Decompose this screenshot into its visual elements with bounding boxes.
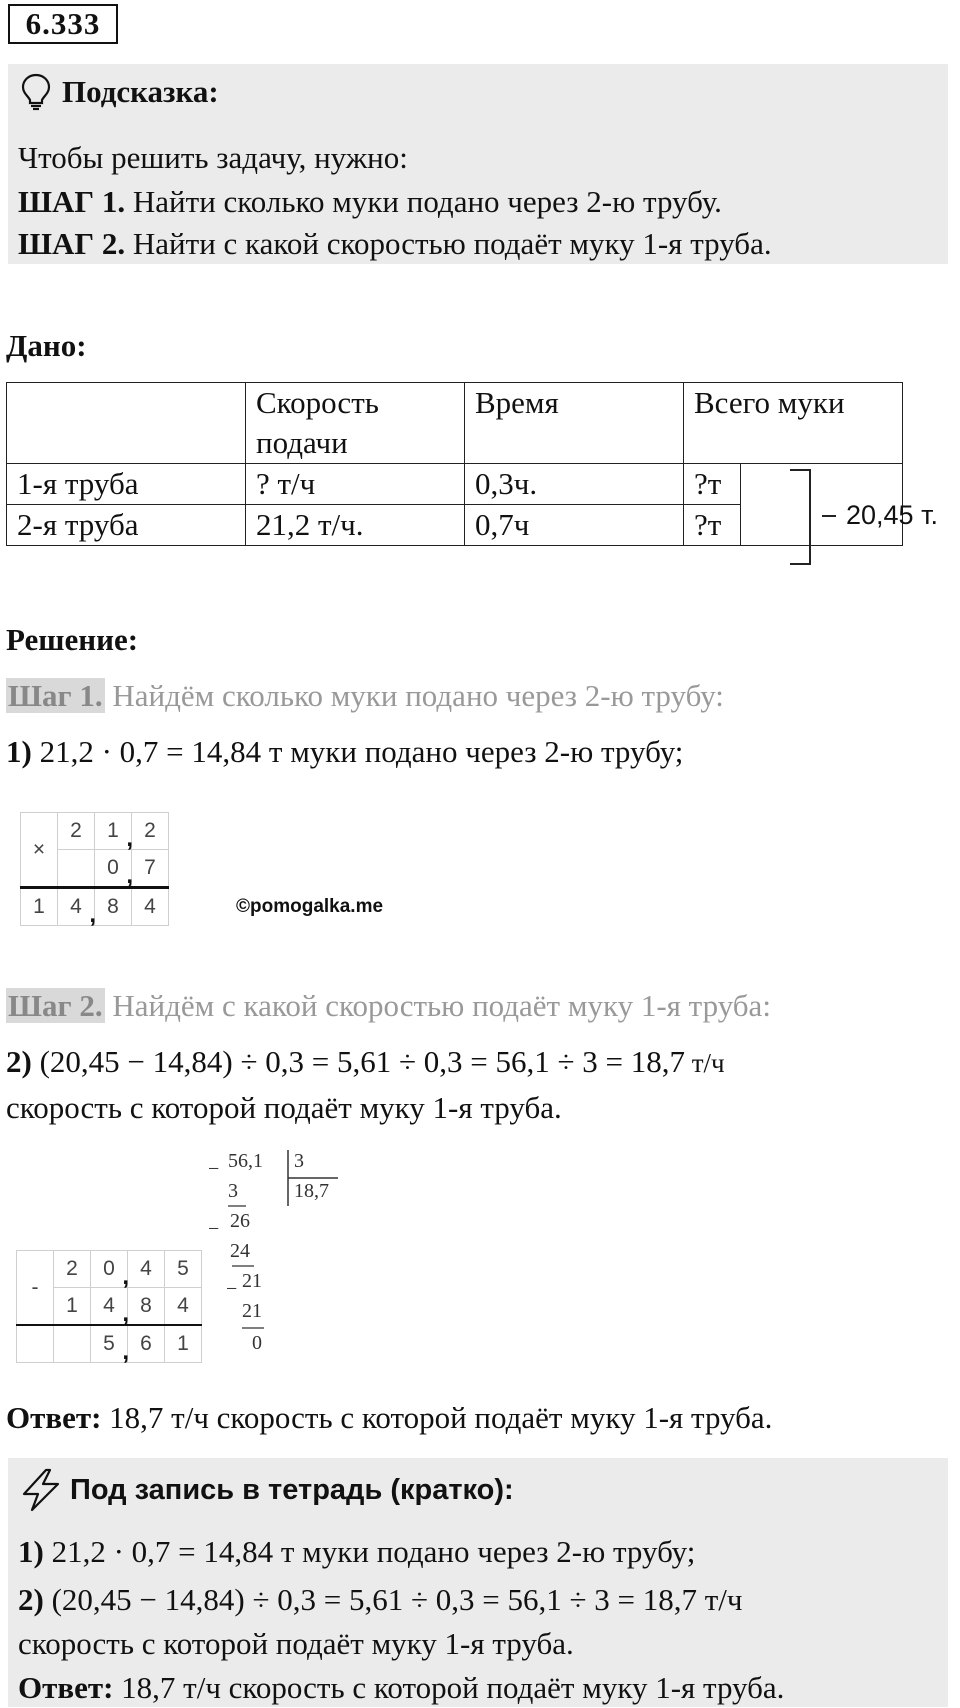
mult-digit: 2	[58, 813, 95, 850]
given-table	[6, 382, 903, 546]
step-1-tag: Шаг 1.	[8, 678, 103, 713]
sub-digit: 4 ,	[91, 1288, 128, 1326]
lightning-icon	[20, 1468, 62, 1512]
step-1-heading	[6, 676, 724, 716]
header-speed: Скорость подачи	[246, 383, 465, 464]
subtraction-grid	[16, 1250, 202, 1363]
watermark: ©pomogalka.me	[236, 896, 384, 917]
solution-label: Решение:	[6, 622, 139, 657]
calc-2	[6, 1042, 725, 1083]
sub-digit: 8	[128, 1288, 165, 1326]
total-flour: 20,45 т.	[846, 500, 938, 530]
hint-step-1-label: ШАГ 1.	[18, 184, 126, 219]
calc-2-unit: т/ч	[684, 1048, 725, 1078]
hint-step-1	[18, 182, 722, 222]
note-title: Под запись в тетрадь (кратко):	[70, 1474, 514, 1506]
sub-result: 5 ,	[91, 1325, 128, 1363]
calc-1-expr: 21,2 · 0,7 = 14,84	[31, 734, 262, 769]
note-line-1: 1) 21,2 · 0,7 = 14,84 т муки подано через 2-ю трубу;	[18, 1534, 696, 1569]
step-1-text: Найдём сколько муки подано через 2-ю трубу:	[104, 678, 724, 713]
note-answer: Ответ: 18,7 т/ч скорость с которой подаёт муку 1-я труба.	[18, 1670, 785, 1705]
div-quotient: 18,7	[294, 1180, 329, 1202]
lightbulb-icon	[20, 72, 52, 112]
hint-step-1-text: Найти сколько муки подано через 2-ю трубу.	[125, 184, 722, 219]
answer-text: 18,7 т/ч скорость с которой подаёт муку 1-я труба.	[101, 1400, 773, 1435]
sub-empty	[54, 1325, 91, 1363]
calc-1-num: 1)	[6, 734, 32, 769]
table-header-row	[7, 383, 903, 464]
answer	[6, 1398, 772, 1438]
div-line: 21	[242, 1270, 262, 1292]
calc-2-num: 2)	[6, 1044, 32, 1079]
sub-digit: 0 ,	[91, 1251, 128, 1288]
row1-total: ?т	[684, 464, 741, 505]
div-line: 24	[230, 1240, 250, 1262]
mult-digit: 2	[132, 813, 169, 850]
div-line: 26	[230, 1210, 250, 1232]
row2-name: 2-я труба	[7, 505, 246, 546]
sub-empty	[17, 1325, 54, 1363]
sub-digit: 1	[54, 1288, 91, 1326]
sub-sign: -	[17, 1251, 54, 1326]
row1-time: 0,3ч.	[465, 464, 684, 505]
sub-result: 1	[165, 1325, 202, 1363]
table-row	[7, 464, 903, 505]
row2-time: 0,7ч	[465, 505, 684, 546]
mult-digit: 1 ,	[95, 813, 132, 850]
calc-1-text: т муки подано через 2-ю трубу;	[261, 734, 684, 769]
header-total: Всего муки	[684, 383, 903, 464]
sub-digit: 5	[165, 1251, 202, 1288]
sub-digit: 4	[165, 1288, 202, 1326]
note-line-3: скорость с которой подаёт муку 1-я труба.	[18, 1626, 574, 1661]
div-dividend: 56,1	[228, 1150, 263, 1172]
step-2-text: Найдём с какой скоростью подаёт муку 1-я труба:	[104, 988, 771, 1023]
given-label: Дано:	[6, 328, 87, 363]
hint-title: Подсказка:	[62, 74, 219, 109]
div-divisor: 3	[294, 1150, 304, 1172]
row1-speed: ? т/ч	[246, 464, 465, 505]
calc-1	[6, 732, 683, 772]
long-division: − 56,1 3 18,7 3 − 26 24 − 21 21 0	[208, 1150, 329, 1354]
hint-step-2-label: ШАГ 2.	[18, 226, 126, 261]
sub-digit: 2	[54, 1251, 91, 1288]
calc-2-text: скорость с которой подаёт муку 1-я труба.	[6, 1090, 562, 1125]
step-2-heading	[6, 986, 771, 1026]
hint-intro: Чтобы решить задачу, нужно:	[18, 140, 408, 175]
problem-number: 6.333	[8, 4, 118, 44]
header-empty	[7, 383, 246, 464]
div-line: 3	[228, 1180, 238, 1202]
mult-digit: 7	[132, 850, 169, 888]
sub-digit: 4	[128, 1251, 165, 1288]
step-2-tag: Шаг 2.	[8, 988, 103, 1023]
mult-sign: ×	[21, 813, 58, 888]
mult-result: 8	[95, 888, 132, 926]
hint-step-2	[18, 224, 772, 264]
note-line-2: 2) (20,45 − 14,84) ÷ 0,3 = 5,61 ÷ 0,3 = 56,1 ÷ 3 = 18,7 т/ч	[18, 1582, 743, 1617]
row2-speed: 21,2 т/ч.	[246, 505, 465, 546]
div-line: 21	[242, 1300, 262, 1322]
mult-result: 1	[21, 888, 58, 926]
bracket	[788, 468, 838, 566]
sub-result: 6	[128, 1325, 165, 1363]
mult-result: 4	[132, 888, 169, 926]
div-line: 0	[252, 1332, 262, 1354]
hint-step-2-text: Найти с какой скоростью подаёт муку 1-я труба.	[125, 226, 772, 261]
mult-empty	[58, 850, 95, 888]
row2-total: ?т	[684, 505, 741, 546]
header-time: Время	[465, 383, 684, 464]
mult-digit: 0 ,	[95, 850, 132, 888]
answer-label: Ответ:	[6, 1400, 102, 1435]
row1-name: 1-я труба	[7, 464, 246, 505]
multiplication-grid	[20, 812, 169, 926]
mult-result: 4 ,	[58, 888, 95, 926]
calc-2-expr: (20,45 − 14,84) ÷ 0,3 = 5,61 ÷ 0,3 = 56,1 ÷ 3 = 18,7	[31, 1044, 685, 1079]
